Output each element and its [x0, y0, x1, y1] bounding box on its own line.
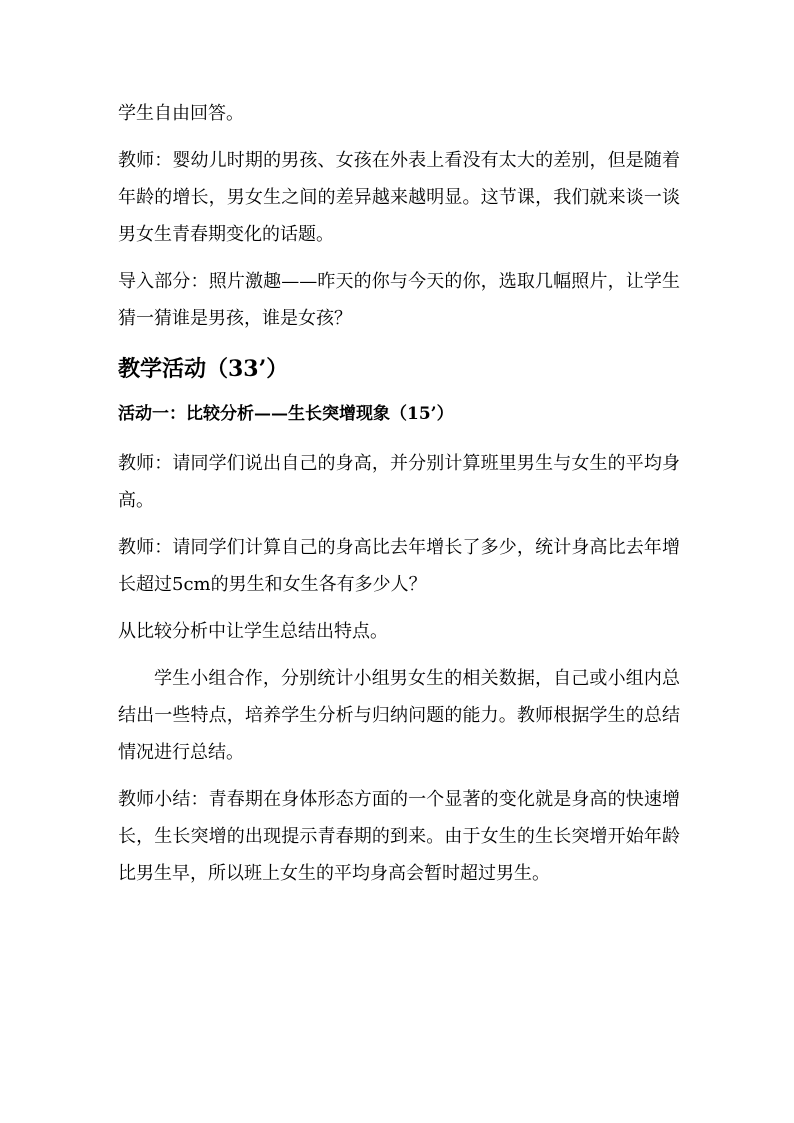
activity-heading: 活动一：比较分析——生长突增现象（15’）	[118, 404, 454, 424]
document-page	[118, 95, 680, 892]
section-heading: 教学活动（33’）	[118, 356, 289, 382]
paragraph-teacher-summary: 教师小结：青春期在身体形态方面的一个显著的变化就是身高的快速增长，生长突增的出现提示青春期的到来。由于女生的生长突增开始年龄比男生早，所以班上女生的平均身高会暂时超过男生。	[118, 789, 680, 884]
paragraph-lead-in: 导入部分：照片激趣——昨天的你与今天的你，选取几幅照片，让学生猜一猜谁是男孩，谁是女孩？	[118, 271, 680, 329]
paragraph-analysis: 从比较分析中让学生总结出特点。	[118, 621, 388, 642]
paragraph-teacher-growth: 教师：请同学们计算自己的身高比去年增长了多少，统计身高比去年增长超过5cm的男生和女生各有多少人？	[118, 537, 680, 595]
paragraph-teacher-height: 教师：请同学们说出自己的身高，并分别计算班里男生与女生的平均身高。	[118, 453, 680, 511]
paragraph-teacher-intro: 教师：婴幼儿时期的男孩、女孩在外表上看没有太大的差别，但是随着年龄的增长，男女生之间的差异越来越明显。这节课，我们就来谈一谈男女生青春期变化的话题。	[118, 150, 680, 245]
paragraph-group-work: 学生小组合作，分别统计小组男女生的相关数据，自己或小组内总结出一些特点，培养学生分析与归纳问题的能力。教师根据学生的总结情况进行总结。	[118, 668, 680, 763]
paragraph-student-answer: 学生自由回答。	[118, 103, 244, 124]
